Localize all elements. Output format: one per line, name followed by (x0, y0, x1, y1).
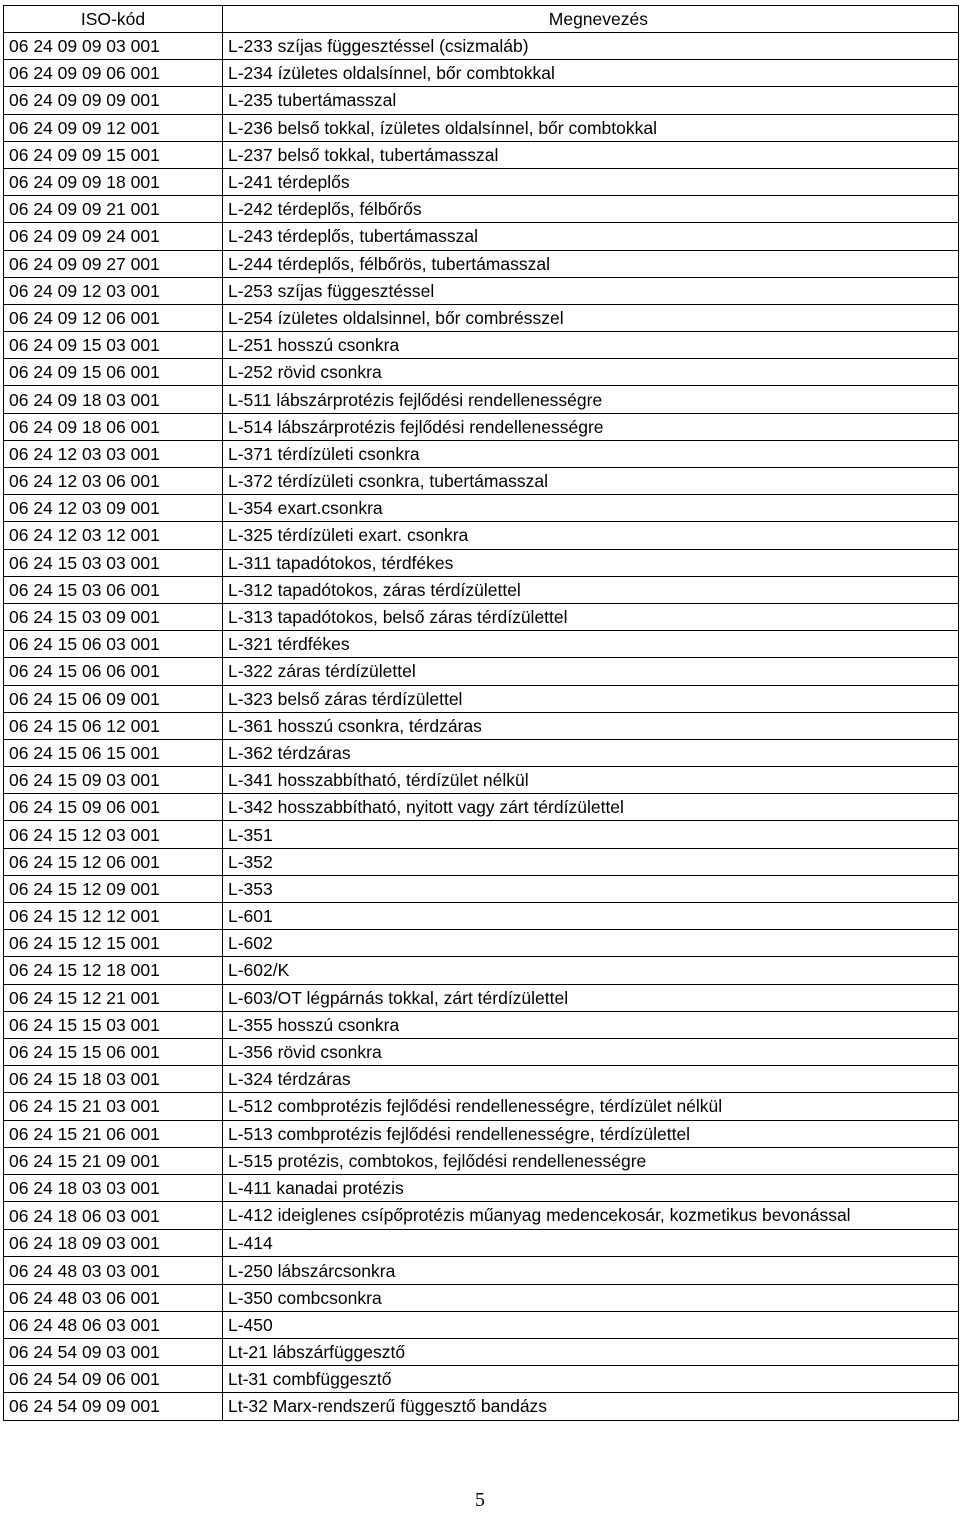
header-iso-code: ISO-kód (4, 6, 223, 33)
iso-code-cell: 06 24 15 12 06 001 (4, 848, 223, 875)
table-row (4, 304, 959, 331)
table-row (4, 603, 959, 630)
table-row (4, 794, 959, 821)
table-row (4, 468, 959, 495)
iso-code-cell: 06 24 09 15 03 001 (4, 332, 223, 359)
iso-code-cell: 06 24 15 03 09 001 (4, 603, 223, 630)
table-row (4, 87, 959, 114)
name-cell: L-252 rövid csonkra (223, 359, 959, 386)
iso-code-cell: 06 24 09 12 03 001 (4, 277, 223, 304)
name-cell: L-361 hosszú csonkra, térdzáras (223, 712, 959, 739)
table-body (4, 33, 959, 1421)
table-row (4, 223, 959, 250)
iso-code-cell: 06 24 15 21 09 001 (4, 1147, 223, 1174)
table-row (4, 984, 959, 1011)
name-cell: L-602/K (223, 957, 959, 984)
iso-code-cell: 06 24 09 09 18 001 (4, 168, 223, 195)
table-row (4, 413, 959, 440)
iso-code-cell: 06 24 09 18 06 001 (4, 413, 223, 440)
name-cell: L-514 lábszárprotézis fejlődési rendellenességre (223, 413, 959, 440)
table-row (4, 1202, 959, 1230)
name-cell: L-244 térdeplős, félbőrös, tubertámasszal (223, 250, 959, 277)
name-cell: Lt-32 Marx-rendszerű függesztő bandázs (223, 1393, 959, 1420)
table-row (4, 930, 959, 957)
iso-code-cell: 06 24 15 12 03 001 (4, 821, 223, 848)
iso-code-table (3, 5, 959, 1421)
name-cell: L-450 (223, 1311, 959, 1338)
iso-code-cell: 06 24 15 18 03 001 (4, 1066, 223, 1093)
table-row (4, 658, 959, 685)
table-row (4, 549, 959, 576)
iso-code-cell: 06 24 15 06 06 001 (4, 658, 223, 685)
table-row (4, 141, 959, 168)
table-header-row (4, 6, 959, 33)
name-cell: L-601 (223, 903, 959, 930)
table-row (4, 114, 959, 141)
table-row (4, 1147, 959, 1174)
iso-code-cell: 06 24 15 03 03 001 (4, 549, 223, 576)
name-cell: L-603/OT légpárnás tokkal, zárt térdízülettel (223, 984, 959, 1011)
iso-code-cell: 06 24 15 12 12 001 (4, 903, 223, 930)
iso-code-cell: 06 24 09 09 06 001 (4, 60, 223, 87)
iso-code-cell: 06 24 48 06 03 001 (4, 1311, 223, 1338)
iso-code-cell: 06 24 54 09 03 001 (4, 1339, 223, 1366)
table-row (4, 848, 959, 875)
table-row (4, 386, 959, 413)
iso-code-cell: 06 24 15 06 09 001 (4, 685, 223, 712)
iso-code-cell: 06 24 15 21 06 001 (4, 1120, 223, 1147)
name-cell: L-250 lábszárcsonkra (223, 1257, 959, 1284)
name-cell: L-312 tapadótokos, záras térdízülettel (223, 576, 959, 603)
iso-code-cell: 06 24 09 09 24 001 (4, 223, 223, 250)
table-row (4, 1393, 959, 1420)
name-cell: L-354 exart.csonkra (223, 495, 959, 522)
iso-code-cell: 06 24 15 15 03 001 (4, 1011, 223, 1038)
iso-code-cell: 06 24 15 09 03 001 (4, 767, 223, 794)
iso-code-cell: 06 24 15 06 12 001 (4, 712, 223, 739)
iso-code-cell: 06 24 18 06 03 001 (4, 1202, 223, 1230)
iso-code-cell: 06 24 54 09 06 001 (4, 1366, 223, 1393)
name-cell: L-362 térdzáras (223, 739, 959, 766)
table-row (4, 196, 959, 223)
table-row (4, 1011, 959, 1038)
iso-code-cell: 06 24 15 12 18 001 (4, 957, 223, 984)
name-cell: L-324 térdzáras (223, 1066, 959, 1093)
iso-code-cell: 06 24 09 09 09 001 (4, 87, 223, 114)
iso-code-cell: 06 24 09 09 15 001 (4, 141, 223, 168)
header-name: Megnevezés (223, 6, 959, 33)
table-row (4, 1038, 959, 1065)
iso-code-cell: 06 24 15 06 15 001 (4, 739, 223, 766)
iso-code-cell: 06 24 09 09 12 001 (4, 114, 223, 141)
table-row (4, 277, 959, 304)
iso-code-cell: 06 24 48 03 03 001 (4, 1257, 223, 1284)
iso-code-cell: 06 24 09 09 21 001 (4, 196, 223, 223)
table-row (4, 631, 959, 658)
page-number: 5 (475, 1489, 485, 1511)
table-row (4, 1093, 959, 1120)
iso-code-cell: 06 24 12 03 03 001 (4, 440, 223, 467)
table-row (4, 1257, 959, 1284)
table-row (4, 1311, 959, 1338)
iso-code-cell: 06 24 15 21 03 001 (4, 1093, 223, 1120)
name-cell: L-513 combprotézis fejlődési rendellenességre, térdízülettel (223, 1120, 959, 1147)
name-cell: L-342 hosszabbítható, nyitott vagy zárt térdízülettel (223, 794, 959, 821)
iso-code-cell: 06 24 15 12 15 001 (4, 930, 223, 957)
iso-code-cell: 06 24 15 06 03 001 (4, 631, 223, 658)
table-row (4, 495, 959, 522)
iso-code-cell: 06 24 18 03 03 001 (4, 1174, 223, 1201)
name-cell: L-237 belső tokkal, tubertámasszal (223, 141, 959, 168)
name-cell: L-313 tapadótokos, belső záras térdízülettel (223, 603, 959, 630)
name-cell: L-511 lábszárprotézis fejlődési rendellenességre (223, 386, 959, 413)
name-cell: Lt-21 lábszárfüggesztő (223, 1339, 959, 1366)
table-row (4, 1120, 959, 1147)
iso-code-cell: 06 24 15 15 06 001 (4, 1038, 223, 1065)
table-row (4, 1066, 959, 1093)
table-row (4, 1174, 959, 1201)
name-cell: L-234 ízületes oldalsínnel, bőr combtokkal (223, 60, 959, 87)
name-cell: L-356 rövid csonkra (223, 1038, 959, 1065)
iso-code-cell: 06 24 15 12 21 001 (4, 984, 223, 1011)
name-cell: L-411 kanadai protézis (223, 1174, 959, 1201)
table-row (4, 903, 959, 930)
name-cell: L-353 (223, 875, 959, 902)
table-row (4, 821, 959, 848)
name-cell: L-322 záras térdízülettel (223, 658, 959, 685)
table-row (4, 168, 959, 195)
name-cell: L-325 térdízületi exart. csonkra (223, 522, 959, 549)
table-row (4, 33, 959, 60)
table-row (4, 739, 959, 766)
name-cell: L-321 térdfékes (223, 631, 959, 658)
iso-code-cell: 06 24 15 09 06 001 (4, 794, 223, 821)
iso-code-cell: 06 24 15 03 06 001 (4, 576, 223, 603)
iso-code-cell: 06 24 09 15 06 001 (4, 359, 223, 386)
table-row (4, 440, 959, 467)
iso-code-cell: 06 24 09 18 03 001 (4, 386, 223, 413)
table-row (4, 712, 959, 739)
table-row (4, 522, 959, 549)
table-row (4, 1366, 959, 1393)
name-cell: L-253 szíjas függesztéssel (223, 277, 959, 304)
table-row (4, 332, 959, 359)
name-cell: L-351 (223, 821, 959, 848)
iso-code-cell: 06 24 09 09 03 001 (4, 33, 223, 60)
iso-code-cell: 06 24 12 03 06 001 (4, 468, 223, 495)
name-cell: L-241 térdeplős (223, 168, 959, 195)
name-cell: L-371 térdízületi csonkra (223, 440, 959, 467)
iso-code-cell: 06 24 18 09 03 001 (4, 1230, 223, 1257)
iso-code-cell: 06 24 54 09 09 001 (4, 1393, 223, 1420)
name-cell: L-352 (223, 848, 959, 875)
table-row (4, 875, 959, 902)
name-cell: L-414 (223, 1230, 959, 1257)
table-row (4, 957, 959, 984)
name-cell: L-372 térdízületi csonkra, tubertámasszal (223, 468, 959, 495)
name-cell: L-311 tapadótokos, térdfékes (223, 549, 959, 576)
table-row (4, 767, 959, 794)
name-cell: L-412 ideiglenes csípőprotézis műanyag medencekosár, kozmetikus bevonással (223, 1202, 959, 1230)
name-cell: Lt-31 combfüggesztő (223, 1366, 959, 1393)
name-cell: L-323 belső záras térdízülettel (223, 685, 959, 712)
iso-code-cell: 06 24 12 03 12 001 (4, 522, 223, 549)
table-row (4, 1230, 959, 1257)
name-cell: L-355 hosszú csonkra (223, 1011, 959, 1038)
name-cell: L-251 hosszú csonkra (223, 332, 959, 359)
table-row (4, 685, 959, 712)
table-row (4, 576, 959, 603)
name-cell: L-233 szíjas függesztéssel (csizmaláb) (223, 33, 959, 60)
iso-code-cell: 06 24 09 12 06 001 (4, 304, 223, 331)
table-row (4, 1284, 959, 1311)
name-cell: L-235 tubertámasszal (223, 87, 959, 114)
name-cell: L-350 combcsonkra (223, 1284, 959, 1311)
name-cell: L-243 térdeplős, tubertámasszal (223, 223, 959, 250)
name-cell: L-341 hosszabbítható, térdízület nélkül (223, 767, 959, 794)
iso-code-cell: 06 24 09 09 27 001 (4, 250, 223, 277)
name-cell: L-515 protézis, combtokos, fejlődési rendellenességre (223, 1147, 959, 1174)
table-row (4, 250, 959, 277)
name-cell: L-602 (223, 930, 959, 957)
name-cell: L-254 ízületes oldalsinnel, bőr combrésszel (223, 304, 959, 331)
table-row (4, 359, 959, 386)
iso-code-cell: 06 24 48 03 06 001 (4, 1284, 223, 1311)
table-row (4, 60, 959, 87)
iso-code-cell: 06 24 15 12 09 001 (4, 875, 223, 902)
name-cell: L-242 térdeplős, félbőrős (223, 196, 959, 223)
iso-code-cell: 06 24 12 03 09 001 (4, 495, 223, 522)
name-cell: L-512 combprotézis fejlődési rendellenességre, térdízület nélkül (223, 1093, 959, 1120)
name-cell: L-236 belső tokkal, ízületes oldalsínnel, bőr combtokkal (223, 114, 959, 141)
table-row (4, 1339, 959, 1366)
